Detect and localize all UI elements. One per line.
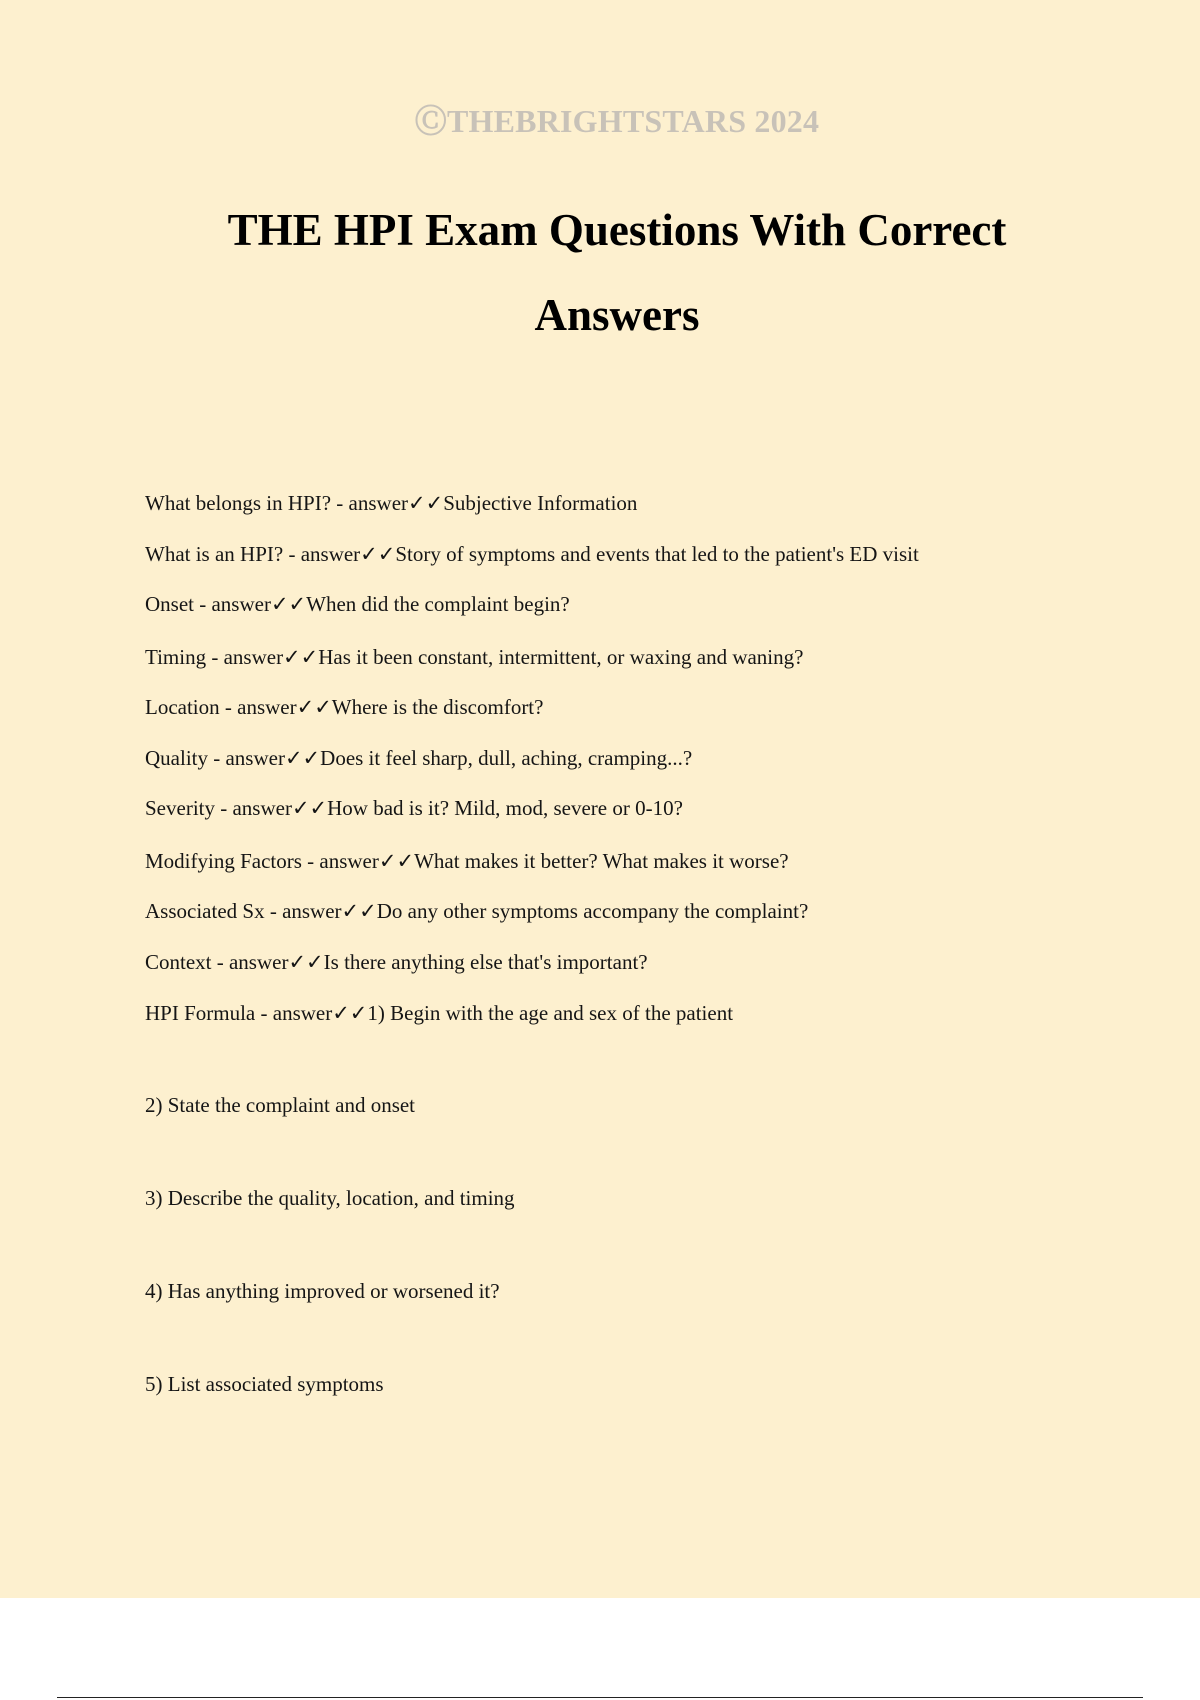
formula-step: 4) Has anything improved or worsened it? <box>145 1279 500 1303</box>
formula-step: 2) State the complaint and onset <box>145 1093 416 1117</box>
qa-item: What is an HPI? - answer✓✓Story of symptoms and events that led to the patient's ED visit <box>145 542 919 566</box>
qa-item: Onset - answer✓✓When did the complaint begin? <box>145 592 570 616</box>
qa-item: Associated Sx - answer✓✓Do any other symptoms accompany the complaint? <box>145 899 809 923</box>
qa-item: Location - answer✓✓Where is the discomfort? <box>145 695 544 719</box>
qa-item: Quality - answer✓✓Does it feel sharp, dull, aching, cramping...? <box>145 746 693 770</box>
formula-step: 3) Describe the quality, location, and timing <box>145 1186 515 1210</box>
page-title: THE HPI Exam Questions With Correct Answers <box>227 205 1007 340</box>
copyright-watermark: ⒸTHEBRIGHTSTARS 2024 <box>414 103 820 139</box>
qa-item: Severity - answer✓✓How bad is it? Mild, mod, severe or 0-10? <box>145 796 683 820</box>
qa-item: What belongs in HPI? - answer✓✓Subjective Information <box>145 491 638 515</box>
qa-item: Timing - answer✓✓Has it been constant, intermittent, or waxing and waning? <box>145 645 804 669</box>
qa-item: HPI Formula - answer✓✓1) Begin with the age and sex of the patient <box>145 1001 734 1025</box>
footer-divider <box>57 1697 1143 1698</box>
formula-step: 5) List associated symptoms <box>145 1372 384 1396</box>
qa-item: Context - answer✓✓Is there anything else that's important? <box>145 950 648 974</box>
qa-item: Modifying Factors - answer✓✓What makes it better? What makes it worse? <box>145 849 789 873</box>
